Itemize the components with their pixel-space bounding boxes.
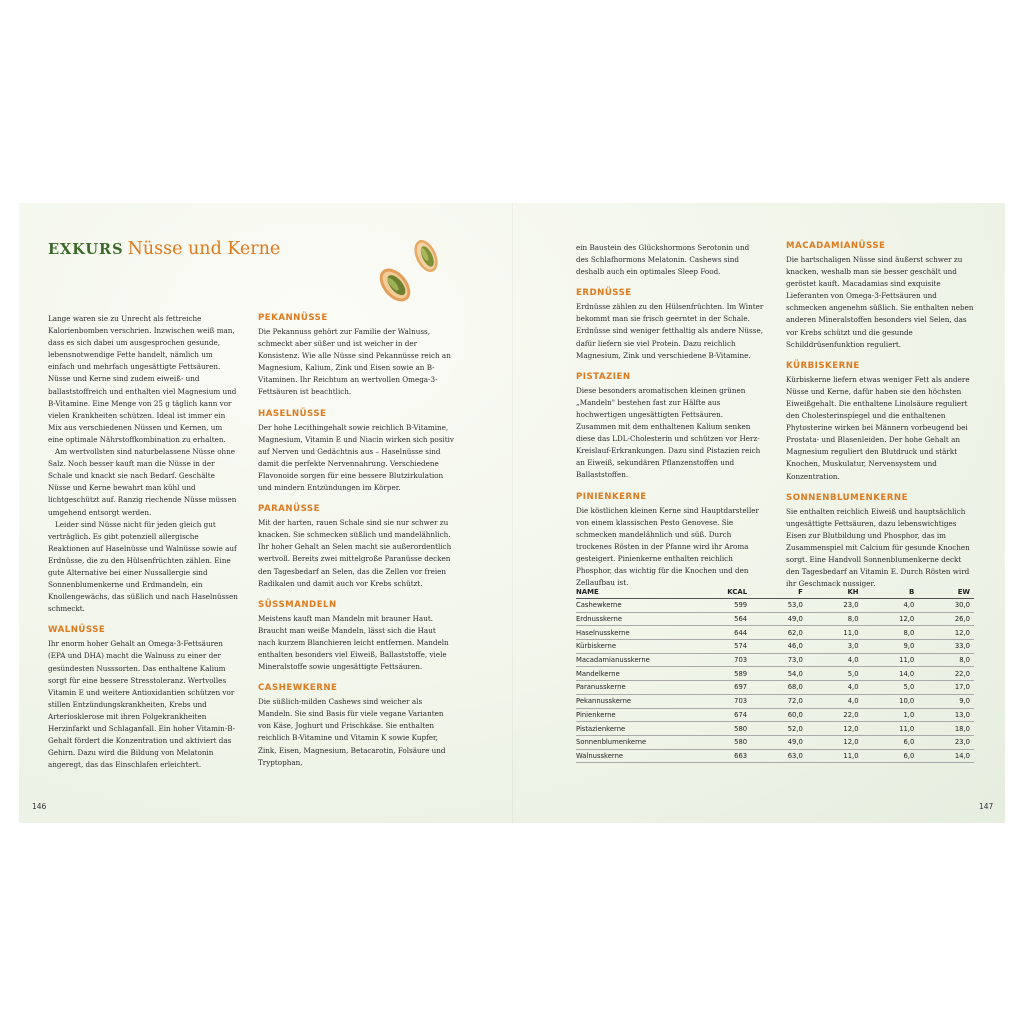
table-row	[576, 599, 974, 613]
cell-f: 68,0	[751, 681, 807, 695]
title-main: Nüsse und Kerne	[127, 239, 281, 259]
cell-b: 5,0	[863, 681, 919, 695]
cashew-continued-text: ein Baustein des Glückshormons Serotonin und des Schlafhormons Melatonin. Cashews sind deshalb auch ein optimales Sleep Food.	[576, 243, 750, 277]
haselnuesse-text: Der hohe Lecithingehalt sowie reichlich B-Vitamine, Magnesium, Vitamin E und Niacin wirken sich positiv auf Nerven und Gedächtnis aus – Haselnüsse sind damit die perfekte Nervennahrung. Verschiedene Flavonoide sorgen für eine bessere Blutzirkulation und mindern Entzündungen im Körper.	[258, 422, 454, 493]
cell-ew: 9,0	[918, 694, 974, 708]
cell-name: Pekannusskerne	[576, 694, 695, 708]
table-row	[576, 749, 974, 763]
cell-b: 12,0	[863, 612, 919, 626]
cell-kh: 11,0	[807, 626, 863, 640]
heading-sonnenblumenkerne: SONNENBLUMENKERNE	[786, 492, 908, 503]
column-4	[786, 241, 976, 590]
macadamianuesse-text: Die hartschaligen Nüsse sind äußerst schwer zu knacken, weshalb man sie besser geschält und geröstet kauft. Macadamias sind exquisite Lieferanten von Omega-3-Fettsäuren und schmecken angenehm süßlich. Sie enthalten neben anderen Mineralstoffen besonders viel Selen, das vor Krebs schützt und die gesunde Schilddrüsenfunktion reguliert.	[786, 255, 974, 349]
cell-kh: 3,0	[807, 640, 863, 654]
cell-b: 8,0	[863, 626, 919, 640]
cell-b: 6,0	[863, 735, 919, 749]
cell-name: Macadamianusskerne	[576, 653, 695, 667]
kuerbiskerne-text: Kürbiskerne liefern etwas weniger Fett als andere Nüsse und Kerne, dafür haben sie den höchsten Eiweißgehalt. Die enthaltene Linolsäure reguliert den Cholesterinspiegel und die enthaltenen Phytosterine wirken bei Männern vorbeugend bei Prostata- und Blasenleiden. Der hohe Gehalt an Magnesium reguliert den Blutdruck und stärkt Knochen, Muskulatur, Nervensystem und Konzentration.	[786, 374, 970, 481]
cell-name: Pinienkerne	[576, 708, 695, 722]
cell-f: 72,0	[751, 694, 807, 708]
heading-suessmandeln: SÜSSMANDELN	[258, 599, 337, 610]
table-row	[576, 612, 974, 626]
cashewkerne-text: Die süßlich-milden Cashews sind weicher als Mandeln. Sie sind Basis für viele vegane Varianten von Käse, Joghurt und Frischkäse. Sie enthalten reichlich B-Vitamine und Vitamin K sowie Kupfer, Zink, Eisen, Magnesium, Betacarotin, Folsäure und Tryptophan,	[258, 697, 446, 767]
cell-name: Erdnusskerne	[576, 612, 695, 626]
heading-pinienkerne: PINIENKERNE	[576, 491, 647, 502]
sonnenblumenkerne-text: Sie enthalten reichlich Eiweiß und hauptsächlich ungesättigte Fettsäuren, dazu lebenswichtiges Eisen zur Blutbildung und Phosphor, das im Zusammenspiel mit Calcium für gesunde Knochen sorgt. Eine Handvoll Sonnenblumenkerne deckt den Tagesbedarf an Vitamin E. Durch Rösten wird ihr Geschmack nussiger.	[786, 506, 970, 589]
cell-b: 11,0	[863, 653, 919, 667]
column-1	[48, 313, 238, 771]
table-header-row	[576, 586, 974, 599]
cell-kh: 4,0	[807, 653, 863, 667]
cell-f: 62,0	[751, 626, 807, 640]
cell-b: 14,0	[863, 667, 919, 681]
nutrition-table	[576, 586, 974, 763]
table-row	[576, 653, 974, 667]
page-number-left: 146	[32, 802, 47, 811]
table-row	[576, 681, 974, 695]
cell-f: 54,0	[751, 667, 807, 681]
cell-kcal: 599	[695, 599, 751, 613]
cell-ew: 30,0	[918, 599, 974, 613]
cell-b: 10,0	[863, 694, 919, 708]
cell-f: 49,0	[751, 735, 807, 749]
table-row	[576, 667, 974, 681]
cell-kcal: 574	[695, 640, 751, 654]
cell-kcal: 589	[695, 667, 751, 681]
walnuesse-text: Ihr enorm hoher Gehalt an Omega-3-Fettsäuren (EPA und DHA) macht die Walnuss zu einer der gesündesten Nusssorten. Das enthaltene Kalium sorgt für eine bessere Stresstoleranz. Wertvolles Vitamin E und weitere Antioxidantien schützen vor stillen Entzündungskrankheiten, Krebs und Arteriosklerose mit ihren Folgekrankheiten Herzinfarkt und Schlaganfall. Ein hoher Vitamin-B-Gehalt fördert die Konzentration und aktiviert das Gehirn. Dazu wird die Bildung von Melatonin angeregt, das das Einschlafen erleichtert.	[48, 639, 236, 770]
heading-pekannuesse: PEKANNÜSSE	[258, 313, 328, 323]
col-header-kh: KH	[807, 586, 863, 599]
page-title	[48, 239, 280, 259]
cell-ew: 23,0	[918, 735, 974, 749]
cell-name: Mandelkerne	[576, 667, 695, 681]
cell-f: 60,0	[751, 708, 807, 722]
cell-ew: 8,0	[918, 653, 974, 667]
heading-macadamianuesse: MACADAMIANÜSSE	[786, 241, 886, 251]
cell-b: 9,0	[863, 640, 919, 654]
cell-kcal: 674	[695, 708, 751, 722]
pinienkerne-text: Die köstlichen kleinen Kerne sind Hauptdarsteller von einem klassischen Pesto Genovese. Sie schmecken mandelähnlich und süß. Durch trockenes Rösten in der Pfanne wird ihr Aroma gesteigert. Pinienkerne enthalten reichlich Phosphor, das wichtig für die Knochen und den Zellaufbau ist.	[576, 505, 759, 588]
table-row	[576, 694, 974, 708]
cell-f: 53,0	[751, 599, 807, 613]
cell-kcal: 663	[695, 749, 751, 763]
intro-paragraph-2: Am wertvollsten sind naturbelassene Nüsse ohne Salz. Noch besser kauft man die Nüsse in der Schale und knackt sie nach Bedarf. Geschälte Nüsse und Kerne bewahrt man kühl und lichtgeschützt auf. Ranzig riechende Nüsse müssen umgehend entsorgt werden.	[48, 447, 237, 517]
col-header-ew: EW	[918, 586, 974, 599]
cell-kh: 8,0	[807, 612, 863, 626]
cell-kcal: 703	[695, 653, 751, 667]
heading-cashewkerne: CASHEWKERNE	[258, 683, 338, 694]
cell-b: 4,0	[863, 599, 919, 613]
pistazien-text: Diese besonders aromatischen kleinen grünen „Mandeln" bestehen fast zur Hälfte aus hochwertigen ungesättigten Fettsäuren. Zusammen mit dem enthaltenen Kalium senken diese das LDL-Cholesterin und schützen vor Herz-Kreislauf-Erkrankungen. Dazu sind Pistazien reich an Eiweiß, sekundären Pflanzenstoffen und Ballaststoffen.	[576, 385, 761, 480]
col-header-name: NAME	[576, 586, 695, 599]
cell-kcal: 564	[695, 612, 751, 626]
cell-ew: 14,0	[918, 749, 974, 763]
cell-kh: 22,0	[807, 708, 863, 722]
cell-kh: 11,0	[807, 749, 863, 763]
page-number-right: 147	[979, 802, 994, 811]
heading-walnuesse: WALNÜSSE	[48, 625, 106, 636]
cell-f: 63,0	[751, 749, 807, 763]
cell-ew: 22,0	[918, 667, 974, 681]
cell-kh: 5,0	[807, 667, 863, 681]
cell-f: 49,0	[751, 612, 807, 626]
col-header-b: B	[863, 586, 919, 599]
cell-kh: 12,0	[807, 722, 863, 736]
cell-f: 73,0	[751, 653, 807, 667]
table-row	[576, 640, 974, 654]
column-2	[258, 313, 454, 769]
cell-name: Kürbiskerne	[576, 640, 695, 654]
cell-name: Paranusskerne	[576, 681, 695, 695]
paranuesse-text: Mit der harten, rauen Schale sind sie nur schwer zu knacken. Sie schmecken süßlich und mandelähnlich. Ihr hoher Gehalt an Selen macht sie außerordentlich wertvoll. Bereits zwei mittelgroße Paranüsse decken den Tagesbedarf an Selen, das die Zellen vor freien Radikalen und damit auch vor Krebs schützt.	[258, 518, 452, 588]
suessmandeln-text: Meistens kauft man Mandeln mit brauner Haut. Braucht man weiße Mandeln, lässt sich die Haut nach kurzem Blanchieren leicht entfernen. Mandeln enthalten besonders viel Eiweiß, Ballaststoffe, viele Mineralstoffe sowie ungesättigte Fettsäuren.	[258, 613, 449, 672]
erdnuesse-text: Erdnüsse zählen zu den Hülsenfrüchten. Im Winter bekommt man sie frisch geerntet in der Schale. Erdnüsse sind weniger fetthaltig als andere Nüsse, dafür liefern sie viel Protein. Dazu reichlich Magnesium, Zink und verschiedene B-Vitamine.	[576, 302, 764, 360]
cell-name: Haselnusskerne	[576, 626, 695, 640]
pekannuesse-text: Die Pekannuss gehört zur Familie der Walnuss, schmeckt aber süßer und ist weicher in der Konsistenz. Wie alle Nüsse sind Pekannüsse reich an Magnesium, Kalium, Zink und Eisen sowie an B-Vitaminen. Ihr Reichtum an wertvollen Omega-3-Fettsäuren ist beachtlich.	[258, 327, 451, 397]
heading-pistazien: PISTAZIEN	[576, 371, 631, 382]
table-row	[576, 626, 974, 640]
cell-kh: 23,0	[807, 599, 863, 613]
cell-name: Walnusskerne	[576, 749, 695, 763]
cell-f: 46,0	[751, 640, 807, 654]
cell-kh: 4,0	[807, 694, 863, 708]
title-exkurs: EXKURS	[48, 241, 124, 258]
heading-paranuesse: PARANÜSSE	[258, 504, 320, 515]
cell-name: Pistazienkerne	[576, 722, 695, 736]
cell-b: 1,0	[863, 708, 919, 722]
heading-kuerbiskerne: KÜRBISKERNE	[786, 360, 860, 371]
heading-erdnuesse: ERDNÜSSE	[576, 288, 632, 299]
col-header-f: F	[751, 586, 807, 599]
cell-ew: 33,0	[918, 640, 974, 654]
col-header-kcal: KCAL	[695, 586, 751, 599]
table-row	[576, 735, 974, 749]
cell-b: 6,0	[863, 749, 919, 763]
intro-paragraph-1: Lange waren sie zu Unrecht als fettreiche Kalorienbomben verschrien. Inzwischen weiß man, dass es sich dabei um ausgesprochen gesunde, lebensnotwendige Fette handelt, nämlich um einfach und mehrfach ungesättigte Fettsäuren. Nüsse und Kerne sind zudem eiweiß- und ballaststoffreich und enthalten viel Magnesium und B-Vitamine. Eine Menge von 25 g täglich kann vor vielen Krankheiten schützen. Ideal ist immer ein Mix aus verschiedenen Nüssen und Kernen, um eine optimale Nährstoffkombination zu erhalten.	[48, 314, 237, 444]
pistachio-illustration	[374, 234, 446, 308]
book-gutter	[512, 203, 513, 823]
cell-kh: 12,0	[807, 735, 863, 749]
column-3	[576, 242, 764, 589]
cell-kh: 4,0	[807, 681, 863, 695]
cell-ew: 18,0	[918, 722, 974, 736]
table-row	[576, 708, 974, 722]
cell-ew: 26,0	[918, 612, 974, 626]
cell-name: Cashewkerne	[576, 599, 695, 613]
cell-b: 11,0	[863, 722, 919, 736]
cell-kcal: 703	[695, 694, 751, 708]
cell-kcal: 697	[695, 681, 751, 695]
cell-ew: 17,0	[918, 681, 974, 695]
cell-f: 52,0	[751, 722, 807, 736]
cell-ew: 13,0	[918, 708, 974, 722]
cell-ew: 12,0	[918, 626, 974, 640]
cell-kcal: 644	[695, 626, 751, 640]
intro-paragraph-3: Leider sind Nüsse nicht für jeden gleich gut verträglich. Es gibt potenziell allergische Reaktionen auf Haselnüsse und Walnüsse sowie auf Erdnüsse, die zu den Hülsenfrüchten zählen. Eine gute Alternative bei einer Nussallergie sind Sonnenblumenkerne und Erdmandeln, ein Knollengewächs, das süßlich und nach Haselnüssen schmeckt.	[48, 519, 238, 614]
cell-kcal: 580	[695, 722, 751, 736]
cell-name: Sonnenblumenkerne	[576, 735, 695, 749]
table-row	[576, 722, 974, 736]
cell-kcal: 580	[695, 735, 751, 749]
heading-haselnuesse: HASELNÜSSE	[258, 408, 327, 419]
